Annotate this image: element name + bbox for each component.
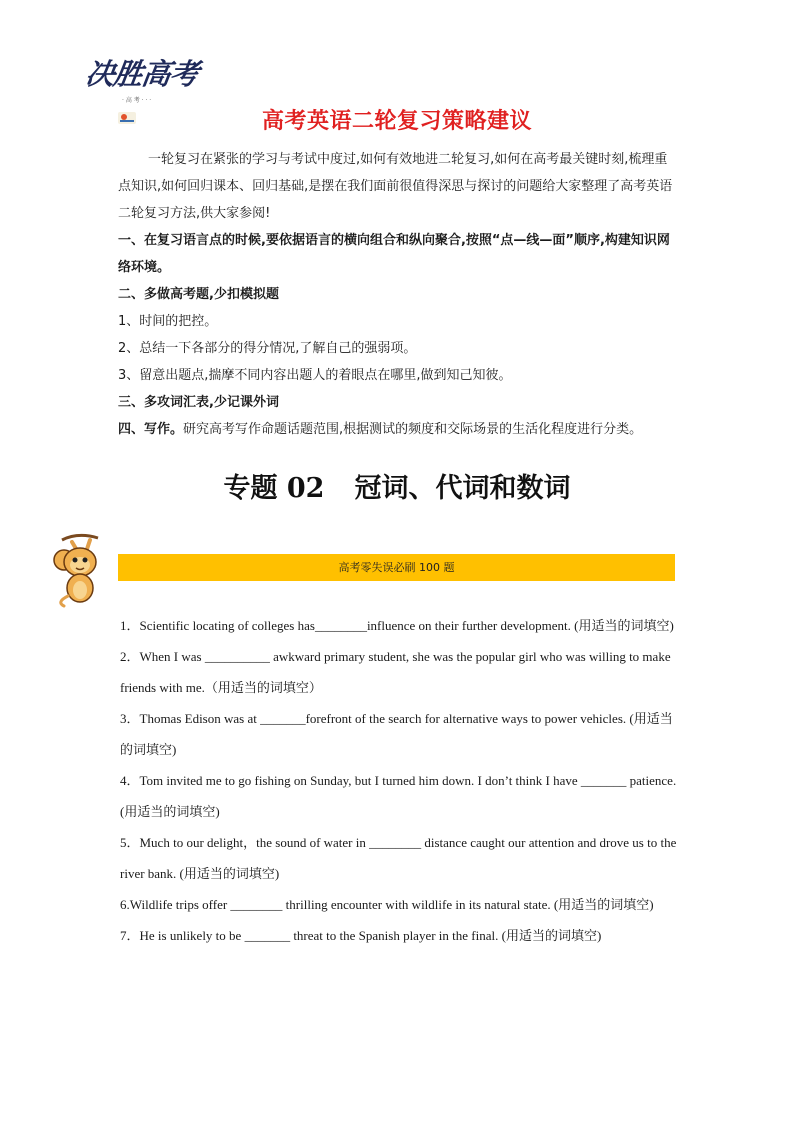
question-item: 7．He is unlikely to be _______ threat to the Spanish player in the final. (用适当的词填空): [120, 928, 602, 943]
monkey-mascot-icon: [42, 532, 114, 608]
question-item: 6.Wildlife trips offer ________ thrilling encounter with wildlife in its natural state. (用适当的词填空): [120, 897, 654, 912]
section-title: [0, 466, 794, 505]
question-item: 1．Scientific locating of colleges has________influence on their further development. (用适当的词填空): [120, 618, 674, 633]
intro-section: [118, 146, 680, 443]
question-list: [120, 610, 680, 951]
section-label: 专题 02: [223, 473, 325, 504]
strategy-item-3: 3、留意出题点,揣摩不同内容出题人的着眼点在哪里,做到知己知彼。: [118, 368, 512, 383]
strategy-item-2: 2、总结一下各部分的得分情况,了解自己的强弱项。: [118, 341, 417, 356]
logo-subtitle: · 高 考 · · ·: [122, 97, 152, 104]
strategy-point-4-label: 四、写作。: [118, 422, 184, 437]
logo-text: 决胜高考: [83, 57, 201, 91]
question-item: 5．Much to our delight，the sound of water in ________ distance caught our attention and drove us to the river bank. (用适当的词填空): [120, 835, 677, 881]
strategy-point-3: 三、多攻词汇表,少记课外词: [118, 395, 279, 410]
strategy-point-2: 二、多做高考题,少扣模拟题: [118, 287, 279, 302]
practice-banner: 高考零失误必刷 100 题: [118, 554, 675, 581]
question-item: 4．Tom invited me to go fishing on Sunday, but I turned him down. I don’t think I have _______ patience. (用适当的词填空): [120, 773, 677, 819]
strategy-point-1: 一、在复习语言点的时候,要依据语言的横向组合和纵向聚合,按照“点—线—面”顺序,构建知识网络环境。: [118, 233, 670, 275]
strategy-point-4: [118, 416, 680, 443]
strategy-point-4-text: 研究高考写作命题话题范围,根据测试的频度和交际场景的生活化程度进行分类。: [183, 422, 643, 437]
strategy-item-1: 1、时间的把控。: [118, 314, 218, 329]
intro-paragraph: 一轮复习在紧张的学习与考试中度过,如何有效地进二轮复习,如何在高考最关键时刻,梳理重点知识,如何回归课本、回归基础,是摆在我们面前很值得深思与探讨的问题给大家整理了高考英语二轮复习方法,供大家参阅!: [118, 152, 673, 221]
section-name: 冠词、代词和数词: [354, 473, 571, 504]
page-title: 高考英语二轮复习策略建议: [261, 109, 532, 134]
question-item: 2．When I was __________ awkward primary student, she was the popular girl who was willing to make friends with me.（用适当的词填空）: [120, 649, 671, 695]
question-item: 3．Thomas Edison was at _______forefront of the search for alternative ways to power vehicles. (用适当的词填空): [120, 711, 673, 757]
